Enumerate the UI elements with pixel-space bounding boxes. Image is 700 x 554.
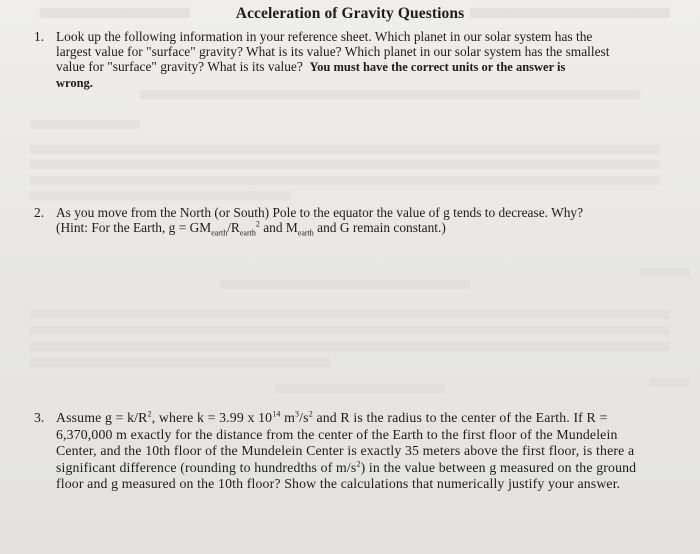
question-number: 2. bbox=[34, 205, 45, 220]
question-line: (Hint: For the Earth, $g = GM_{earth}/R_{earth}^2$ and $M_{earth}$ and G remain constant.) bbox=[56, 219, 446, 238]
units-warning-end: wrong. bbox=[56, 76, 93, 90]
question-line: significant difference (rounding to hundredths of $m/s^2$) in the value between g measured on the ground bbox=[56, 458, 637, 475]
units-warning: You must have the correct units or the answer is bbox=[309, 60, 566, 74]
question-line: value for "surface" gravity? What is its value? You must have the correct units or the answer is bbox=[56, 59, 566, 74]
bleed-through-mark bbox=[650, 378, 690, 387]
bleed-through-mark bbox=[30, 176, 660, 185]
bleed-through-mark bbox=[30, 310, 670, 319]
question-line bbox=[56, 75, 609, 91]
question-number: 1. bbox=[34, 29, 45, 44]
bleed-through-mark bbox=[30, 358, 330, 367]
bleed-through-mark bbox=[30, 120, 140, 129]
bleed-through-mark bbox=[30, 145, 660, 154]
question-text bbox=[56, 205, 584, 238]
question-line: largest value for "surface" gravity? What is its value? Which planet in our solar system has the smallest bbox=[56, 44, 610, 59]
worksheet-title: Acceleration of Gravity Questions bbox=[235, 5, 465, 22]
question-line: floor and g measured on the 10th floor? Show the calculations that numerically justify your answer. bbox=[56, 476, 621, 491]
bleed-through-mark bbox=[140, 90, 640, 99]
question-line: Assume $g = k/R^2$, where k = 3.99 x $10^{14}$ $m^3/s^2$ and R is the radius to the center of the Earth. If R = bbox=[56, 409, 608, 425]
question-line: Look up the following information in your reference sheet. Which planet in our solar system has the bbox=[56, 29, 593, 44]
bleed-through-mark bbox=[640, 268, 690, 277]
question-line: 6,370,000 m exactly for the distance from the center of the Earth to the first floor of the Mundelein bbox=[56, 426, 618, 442]
bleed-through-mark bbox=[30, 326, 670, 335]
bleed-through-mark bbox=[275, 384, 445, 393]
question-text bbox=[56, 410, 636, 493]
question-line: As you move from the North (or South) Pole to the equator the value of g tends to decrease. Why? bbox=[56, 205, 584, 220]
bleed-through-mark bbox=[30, 191, 290, 200]
question-text bbox=[56, 29, 609, 91]
question-number: 3. bbox=[34, 410, 45, 425]
bleed-through-mark bbox=[220, 280, 470, 289]
bleed-through-mark bbox=[30, 342, 670, 351]
bleed-through-mark bbox=[30, 160, 660, 169]
question-line: Center, and the 10th floor of the Mundelein Center is exactly 35 meters above the first floor, is there a bbox=[56, 443, 635, 458]
